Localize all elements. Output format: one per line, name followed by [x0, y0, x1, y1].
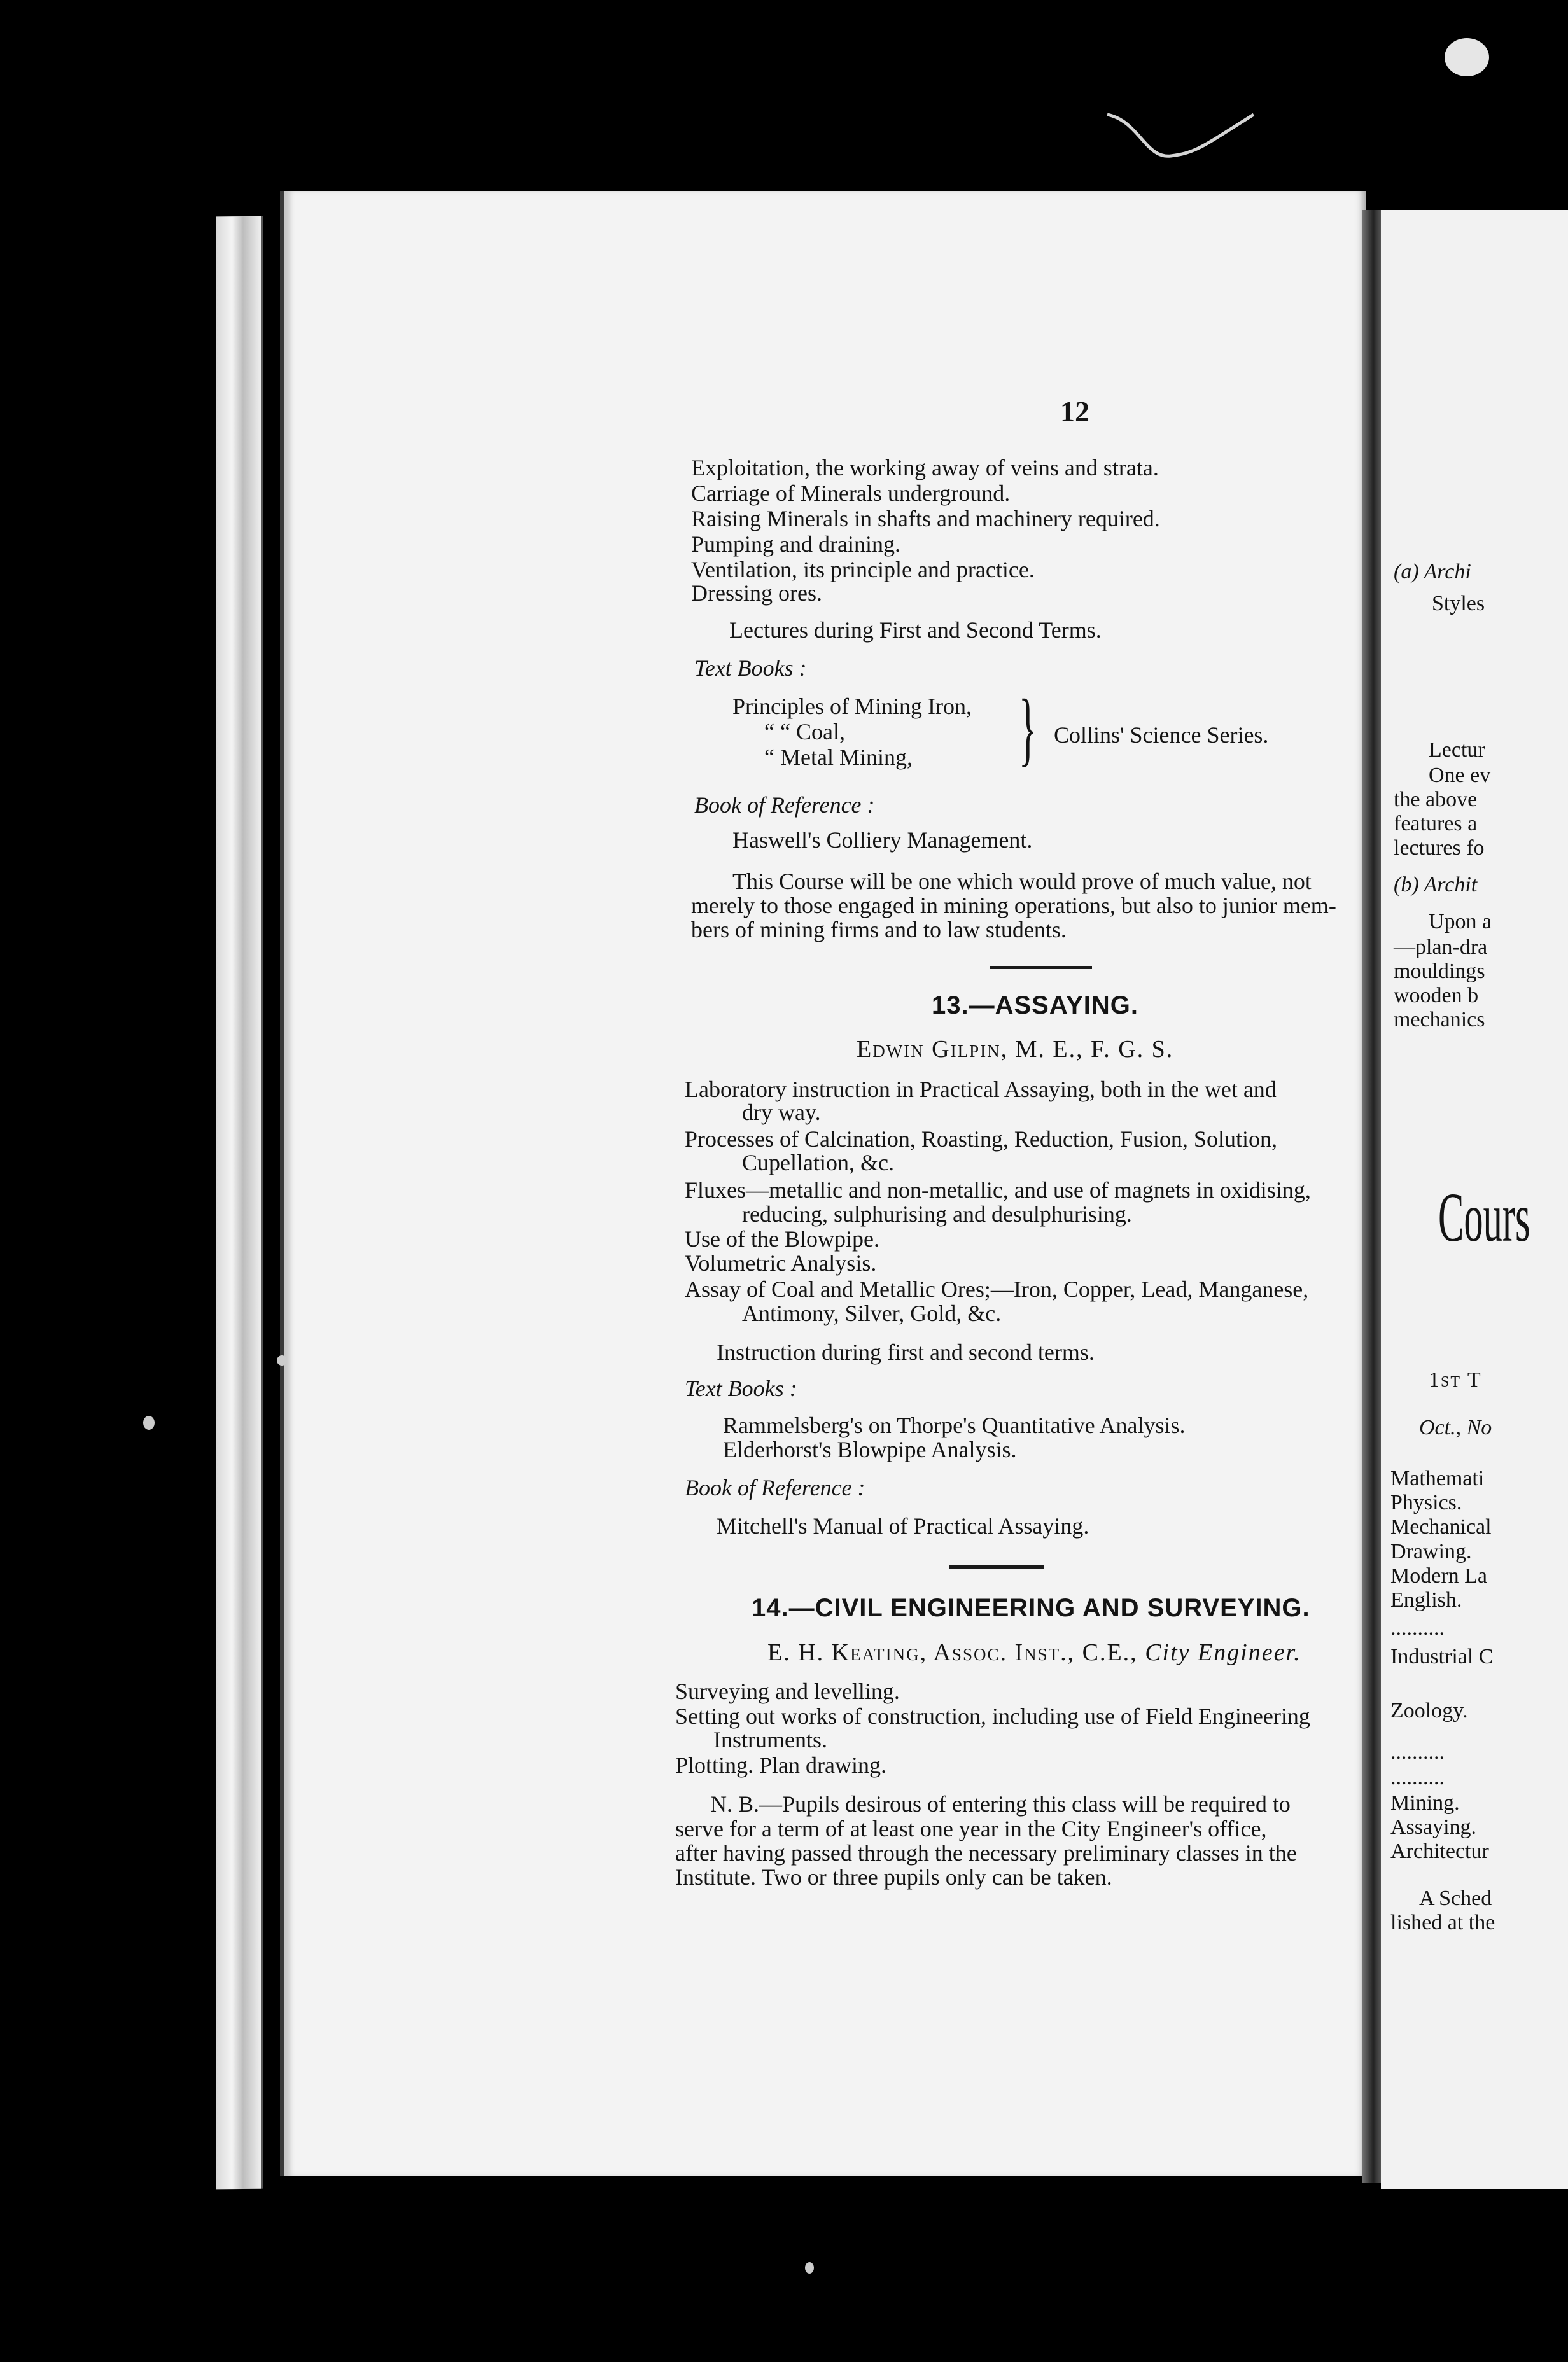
assaying-text-book: Elderhorst's Blowpipe Analysis.: [723, 1437, 1017, 1462]
mining-book: “ “ Coal,: [764, 719, 845, 744]
page-number: 12: [1060, 395, 1089, 428]
assaying-line: Assay of Coal and Metallic Ores;—Iron, Copper, Lead, Manganese,: [685, 1276, 1309, 1302]
right-subject: Drawing.: [1390, 1540, 1472, 1563]
book-gutter: [1362, 210, 1381, 2183]
scan-artifact: [1445, 38, 1489, 76]
section-divider: [949, 1565, 1044, 1569]
right-dots: ..........: [1390, 1766, 1445, 1789]
mining-book: Principles of Mining Iron,: [732, 694, 972, 719]
right-subject: Mining.: [1390, 1791, 1460, 1815]
right-zoology: Zoology.: [1390, 1699, 1468, 1723]
civil-line: Instruments.: [713, 1727, 827, 1752]
assaying-line: Antimony, Silver, Gold, &c.: [742, 1301, 1002, 1326]
assaying-reference: Mitchell's Manual of Practical Assaying.: [717, 1513, 1089, 1539]
right-subject: English.: [1390, 1588, 1462, 1612]
right-line: Lectur: [1429, 738, 1485, 762]
civil-instructor: [767, 1639, 1301, 1667]
right-dots: ..........: [1390, 1616, 1445, 1640]
assaying-text-book: Rammelsberg's on Thorpe's Quantitative Analysis.: [723, 1413, 1186, 1438]
right-line: the above: [1394, 788, 1478, 811]
assaying-line: Use of the Blowpipe.: [685, 1226, 879, 1252]
scan-artifact: [805, 2262, 814, 2274]
assaying-line: Laboratory instruction in Practical Assaying, both in the wet and: [685, 1077, 1277, 1102]
course-note-line: This Course will be one which would prove of much value, not: [732, 869, 1312, 894]
assaying-reference-label: Book of Reference :: [685, 1475, 865, 1500]
civil-note-line: serve for a term of at least one year in the City Engineer's office,: [675, 1816, 1267, 1841]
right-closing: lished at the: [1390, 1911, 1495, 1934]
assaying-line: Processes of Calcination, Roasting, Reduction, Fusion, Solution,: [685, 1126, 1277, 1152]
civil-note-line: Institute. Two or three pupils only can be taken.: [675, 1864, 1112, 1890]
civil-instructor-name: E. H. Keating, Assoc. Inst., C.E.,: [767, 1639, 1138, 1666]
right-line: wooden b: [1394, 984, 1479, 1007]
intro-line: Raising Minerals in shafts and machinery required.: [691, 506, 1160, 531]
assaying-heading: 13.—ASSAYING.: [932, 991, 1138, 1019]
book-of-reference-label: Book of Reference :: [694, 792, 875, 818]
course-note-line: bers of mining firms and to law students.: [691, 917, 1067, 942]
right-subject: Mechanical: [1390, 1515, 1492, 1539]
intro-line: Exploitation, the working away of veins and strata.: [691, 455, 1159, 480]
right-styles: Styles: [1432, 592, 1485, 615]
mining-reference: Haswell's Colliery Management.: [732, 827, 1033, 853]
book-spread: [172, 185, 1568, 2183]
left-page: [280, 191, 1366, 2176]
right-term: 1st T: [1429, 1368, 1482, 1392]
mining-series: Collins' Science Series.: [1054, 722, 1269, 748]
assaying-line: Fluxes—metallic and non-metallic, and use of magnets in oxidising,: [685, 1177, 1311, 1203]
assaying-line: reducing, sulphurising and desulphurising.: [742, 1201, 1132, 1227]
assaying-line: Volumetric Analysis.: [685, 1250, 877, 1276]
scan-artifact: [277, 1355, 287, 1366]
civil-instructor-title: City Engineer.: [1145, 1639, 1301, 1666]
right-course-title: Cours: [1438, 1178, 1530, 1256]
right-closing: A Sched: [1419, 1887, 1492, 1910]
right-industrial: Industrial C: [1390, 1645, 1494, 1668]
right-line: —plan-dra: [1394, 935, 1488, 959]
assaying-text-books-label: Text Books :: [685, 1376, 797, 1401]
right-line: mechanics: [1394, 1008, 1485, 1031]
civil-line: Surveying and levelling.: [675, 1679, 900, 1704]
right-line: features a: [1394, 812, 1478, 835]
text-books-label: Text Books :: [694, 655, 807, 681]
scan-artifact: [143, 1416, 155, 1430]
civil-note-line: after having passed through the necessary preliminary classes in the: [675, 1840, 1297, 1866]
intro-line: Pumping and draining.: [691, 531, 900, 557]
right-subject: Mathemati: [1390, 1467, 1485, 1490]
brace-glyph: }: [1019, 683, 1037, 774]
right-line: lectures fo: [1394, 836, 1485, 860]
right-line: Upon a: [1429, 910, 1492, 933]
course-note-line: merely to those engaged in mining operations, but also to junior mem-: [691, 893, 1336, 918]
right-subject: Assaying.: [1390, 1815, 1477, 1839]
right-subject: Modern La: [1390, 1564, 1488, 1588]
right-line: mouldings: [1394, 960, 1485, 983]
right-subject: Architectur: [1390, 1840, 1489, 1863]
scan-artifact: [1101, 108, 1279, 172]
assaying-instruction-note: Instruction during first and second terms.: [717, 1339, 1095, 1365]
assaying-line: Cupellation, &c.: [742, 1150, 894, 1175]
right-a-label: (a) Archi: [1394, 560, 1471, 584]
civil-line: Plotting. Plan drawing.: [675, 1752, 886, 1778]
right-page: [1381, 210, 1568, 2189]
lectures-note: Lectures during First and Second Terms.: [729, 617, 1102, 643]
intro-line: Ventilation, its principle and practice.: [691, 557, 1035, 582]
intro-line: Carriage of Minerals underground.: [691, 480, 1011, 506]
right-line: One ev: [1429, 764, 1491, 787]
right-dots: ..........: [1390, 1740, 1445, 1764]
civil-line: Setting out works of construction, including use of Field Engineering: [675, 1703, 1310, 1729]
mining-book: “ Metal Mining,: [764, 744, 913, 770]
right-b-label: (b) Archit: [1394, 873, 1478, 897]
section-divider: [990, 966, 1092, 969]
right-subject: Physics.: [1390, 1491, 1462, 1514]
assaying-line: dry way.: [742, 1100, 821, 1125]
civil-heading: 14.—CIVIL ENGINEERING AND SURVEYING.: [752, 1594, 1310, 1622]
civil-note-line: N. B.—Pupils desirous of entering this class will be required to: [710, 1791, 1291, 1817]
intro-line: Dressing ores.: [691, 580, 822, 606]
page-edges: [216, 216, 263, 2190]
assaying-instructor: Edwin Gilpin, M. E., F. G. S.: [857, 1036, 1174, 1063]
right-months: Oct., No: [1419, 1416, 1492, 1439]
